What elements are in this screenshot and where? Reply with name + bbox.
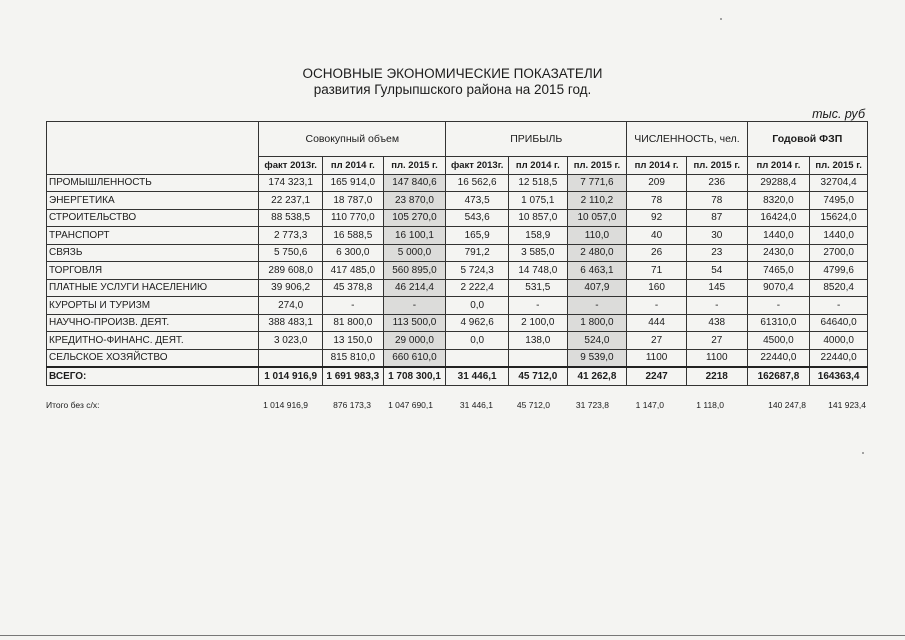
table-cell: 162687,8 — [747, 367, 810, 385]
table-row — [47, 192, 868, 210]
table-row — [47, 262, 868, 280]
table-cell: 61310,0 — [747, 314, 810, 332]
row-label: ТРАНСПОРТ — [47, 227, 259, 245]
table-cell: 2247 — [627, 367, 687, 385]
row-label: СЕЛЬСКОЕ ХОЗЯЙСТВО — [47, 349, 259, 367]
table-cell: 2218 — [686, 367, 747, 385]
table-cell: 138,0 — [508, 332, 567, 350]
group-header-headcount: ЧИСЛЕННОСТЬ, чел. — [627, 122, 747, 157]
table-cell: 4799,6 — [810, 262, 868, 280]
table-cell: 2430,0 — [747, 244, 810, 262]
table-cell: 5 724,3 — [446, 262, 509, 280]
table-cell: 23 — [686, 244, 747, 262]
table-cell: 444 — [627, 314, 687, 332]
table-cell: 2 222,4 — [446, 279, 509, 297]
table-row — [47, 297, 868, 315]
table-cell: 174 323,1 — [259, 174, 323, 192]
table-cell: 10 857,0 — [508, 209, 567, 227]
table-cell: 4500,0 — [747, 332, 810, 350]
footer-value: 1 014 916,9 — [263, 400, 308, 410]
table-cell — [508, 349, 567, 367]
table-cell: 660 610,0 — [383, 349, 446, 367]
table-cell: 7465,0 — [747, 262, 810, 280]
table-row — [47, 209, 868, 227]
table-cell: 2 110,2 — [567, 192, 627, 210]
sub-header-cell: пл. 2015 г. — [810, 157, 868, 175]
table-cell: 71 — [627, 262, 687, 280]
group-header-payroll: Годовой ФЗП — [747, 122, 867, 157]
table-cell: 2 480,0 — [567, 244, 627, 262]
total-row — [47, 367, 868, 385]
table-cell: 22440,0 — [747, 349, 810, 367]
table-row — [47, 349, 868, 367]
table-row — [47, 279, 868, 297]
table-cell: 22 237,1 — [259, 192, 323, 210]
table-cell: 7 771,6 — [567, 174, 627, 192]
table-row — [47, 227, 868, 245]
table-cell: 26 — [627, 244, 687, 262]
table-cell: - — [508, 297, 567, 315]
sub-header-cell: пл. 2015 г. — [383, 157, 446, 175]
indicators-table — [46, 121, 868, 386]
table-cell: 46 214,4 — [383, 279, 446, 297]
table-cell: - — [686, 297, 747, 315]
table-cell: 289 608,0 — [259, 262, 323, 280]
table-cell: 0,0 — [446, 332, 509, 350]
table-cell: 113 500,0 — [383, 314, 446, 332]
group-header-row — [47, 122, 868, 157]
table-cell: 438 — [686, 314, 747, 332]
table-cell: - — [627, 297, 687, 315]
table-cell: - — [567, 297, 627, 315]
footer-value: 140 247,8 — [768, 400, 806, 410]
table-cell: 39 906,2 — [259, 279, 323, 297]
table-cell: 3 023,0 — [259, 332, 323, 350]
table-cell: 1440,0 — [747, 227, 810, 245]
table-cell: 15624,0 — [810, 209, 868, 227]
table-cell: - — [322, 297, 383, 315]
table-cell: 92 — [627, 209, 687, 227]
table-cell: 23 870,0 — [383, 192, 446, 210]
table-cell: 87 — [686, 209, 747, 227]
footer-value: 1 047 690,1 — [388, 400, 433, 410]
sub-header-cell: факт 2013г. — [259, 157, 323, 175]
group-header-profit: ПРИБЫЛЬ — [446, 122, 627, 157]
group-header-volume: Совокупный объем — [259, 122, 446, 157]
table-cell: 29288,4 — [747, 174, 810, 192]
sub-header-cell: пл 2014 г. — [627, 157, 687, 175]
footer-value: 31 723,8 — [575, 400, 609, 410]
table-body — [47, 174, 868, 385]
table-cell: 147 840,6 — [383, 174, 446, 192]
table-cell: 45 712,0 — [508, 367, 567, 385]
table-cell: 13 150,0 — [322, 332, 383, 350]
table-cell: 30 — [686, 227, 747, 245]
table-cell: 0,0 — [446, 297, 509, 315]
table-cell: 407,9 — [567, 279, 627, 297]
table-cell: 560 895,0 — [383, 262, 446, 280]
table-cell: 31 446,1 — [446, 367, 509, 385]
table-cell: 791,2 — [446, 244, 509, 262]
sub-header-cell: пл 2014 г. — [322, 157, 383, 175]
table-cell: 473,5 — [446, 192, 509, 210]
table-cell: 29 000,0 — [383, 332, 446, 350]
table-cell: 8320,0 — [747, 192, 810, 210]
table-cell: 9070,4 — [747, 279, 810, 297]
sub-header-cell: пл 2014 г. — [508, 157, 567, 175]
table-cell: 236 — [686, 174, 747, 192]
table-cell: 388 483,1 — [259, 314, 323, 332]
table-cell: 158,9 — [508, 227, 567, 245]
footer-value: 45 712,0 — [516, 400, 550, 410]
footer-value: 1 147,0 — [635, 400, 664, 410]
row-label: КУРОРТЫ И ТУРИЗМ — [47, 297, 259, 315]
table-cell: - — [383, 297, 446, 315]
table-cell: 543,6 — [446, 209, 509, 227]
table-cell: 6 463,1 — [567, 262, 627, 280]
table-cell: 1100 — [627, 349, 687, 367]
row-label: ПРОМЫШЛЕННОСТЬ — [47, 174, 259, 192]
table-cell: 16 588,5 — [322, 227, 383, 245]
table-cell: 78 — [686, 192, 747, 210]
row-label: СВЯЗЬ — [47, 244, 259, 262]
table-cell: 88 538,5 — [259, 209, 323, 227]
table-cell: 54 — [686, 262, 747, 280]
table-cell: 9 539,0 — [567, 349, 627, 367]
table-cell: 14 748,0 — [508, 262, 567, 280]
row-label-header — [47, 122, 259, 175]
table-cell: 4 962,6 — [446, 314, 509, 332]
table-row — [47, 314, 868, 332]
row-label: ЭНЕРГЕТИКА — [47, 192, 259, 210]
table-cell: 81 800,0 — [322, 314, 383, 332]
table-cell: 2700,0 — [810, 244, 868, 262]
table-cell: 78 — [627, 192, 687, 210]
table-cell: - — [747, 297, 810, 315]
table-cell: - — [810, 297, 868, 315]
table-cell: 5 000,0 — [383, 244, 446, 262]
table-cell: 27 — [627, 332, 687, 350]
table-cell: 4000,0 — [810, 332, 868, 350]
table-cell: 1100 — [686, 349, 747, 367]
table-cell: 16 100,1 — [383, 227, 446, 245]
table-cell: 1 708 300,1 — [383, 367, 446, 385]
table-cell: 40 — [627, 227, 687, 245]
table-cell: 145 — [686, 279, 747, 297]
table-cell: 531,5 — [508, 279, 567, 297]
table-cell: 64640,0 — [810, 314, 868, 332]
table-cell: 27 — [686, 332, 747, 350]
footer-value: 141 923,4 — [828, 400, 866, 410]
row-label: КРЕДИТНО-ФИНАНС. ДЕЯТ. — [47, 332, 259, 350]
title-line-1: ОСНОВНЫЕ ЭКОНОМИЧЕСКИЕ ПОКАЗАТЕЛИ — [302, 66, 603, 81]
table-cell: 2 100,0 — [508, 314, 567, 332]
table-cell: 164363,4 — [810, 367, 868, 385]
footer-label: Итого без с/х: — [46, 400, 100, 410]
table-cell: 41 262,8 — [567, 367, 627, 385]
scan-speck — [862, 452, 864, 454]
table-cell: 815 810,0 — [322, 349, 383, 367]
table-cell: 1 800,0 — [567, 314, 627, 332]
table-cell: 12 518,5 — [508, 174, 567, 192]
footer-value: 31 446,1 — [459, 400, 493, 410]
row-label: СТРОИТЕЛЬСТВО — [47, 209, 259, 227]
table-cell: 18 787,0 — [322, 192, 383, 210]
table-cell — [259, 349, 323, 367]
table-cell: 16424,0 — [747, 209, 810, 227]
row-label: ПЛАТНЫЕ УСЛУГИ НАСЕЛЕНИЮ — [47, 279, 259, 297]
table-row — [47, 174, 868, 192]
title-line-2: развития Гулрыпшского района на 2015 год. — [313, 82, 592, 97]
table-cell: 1 075,1 — [508, 192, 567, 210]
table-cell: 110 770,0 — [322, 209, 383, 227]
table-row — [47, 244, 868, 262]
footer-value: 876 173,3 — [333, 400, 371, 410]
table-cell: 417 485,0 — [322, 262, 383, 280]
scan-edge-line — [0, 635, 905, 636]
table-row — [47, 332, 868, 350]
table-cell: 3 585,0 — [508, 244, 567, 262]
table-cell: 165 914,0 — [322, 174, 383, 192]
sub-header-cell: факт 2013г. — [446, 157, 509, 175]
table-cell: 45 378,8 — [322, 279, 383, 297]
row-label: ТОРГОВЛЯ — [47, 262, 259, 280]
table-cell: 10 057,0 — [567, 209, 627, 227]
table-cell: 1440,0 — [810, 227, 868, 245]
unit-label: тыс. руб — [812, 107, 865, 121]
table-cell: 22440,0 — [810, 349, 868, 367]
table-cell: 2 773,3 — [259, 227, 323, 245]
row-label: НАУЧНО-ПРОИЗВ. ДЕЯТ. — [47, 314, 259, 332]
sub-header-cell: пл 2014 г. — [747, 157, 810, 175]
table-cell: 32704,4 — [810, 174, 868, 192]
sub-header-cell: пл. 2015 г. — [567, 157, 627, 175]
table-cell: 110,0 — [567, 227, 627, 245]
table-cell: 105 270,0 — [383, 209, 446, 227]
row-label: ВСЕГО: — [47, 367, 259, 385]
table-cell: 6 300,0 — [322, 244, 383, 262]
table-cell: 274,0 — [259, 297, 323, 315]
scan-speck — [720, 18, 722, 20]
table-cell: 160 — [627, 279, 687, 297]
sub-header-cell: пл. 2015 г. — [686, 157, 747, 175]
table-cell: 1 014 916,9 — [259, 367, 323, 385]
table-cell: 165,9 — [446, 227, 509, 245]
document-title — [0, 66, 905, 98]
table-cell: 7495,0 — [810, 192, 868, 210]
table-cell: 209 — [627, 174, 687, 192]
table-cell: 5 750,6 — [259, 244, 323, 262]
table-cell: 1 691 983,3 — [322, 367, 383, 385]
table-cell: 524,0 — [567, 332, 627, 350]
footer-value: 1 118,0 — [696, 400, 724, 410]
table-cell — [446, 349, 509, 367]
table-cell: 8520,4 — [810, 279, 868, 297]
table-cell: 16 562,6 — [446, 174, 509, 192]
